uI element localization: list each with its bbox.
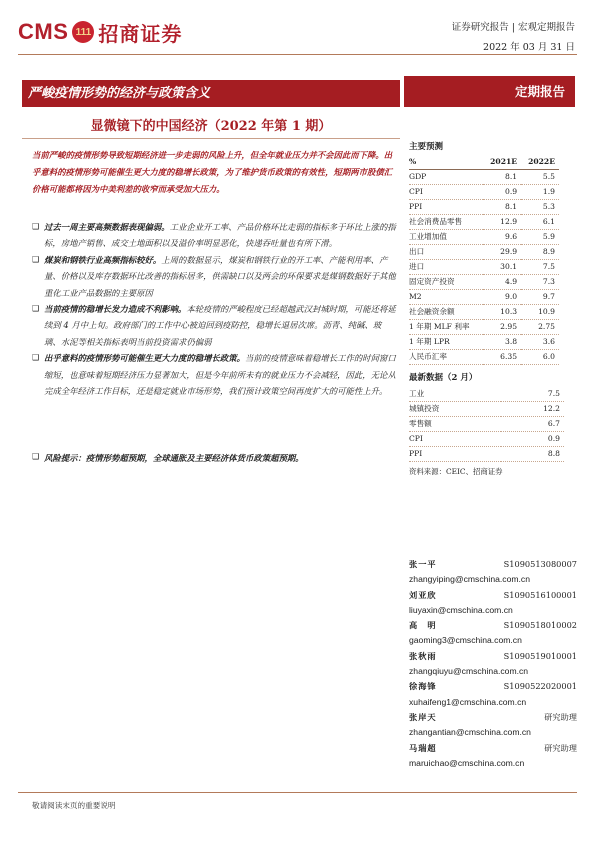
analyst-email: zhangantian@cmschina.com.cn	[409, 727, 531, 738]
checkbox-bullet-icon: ❑	[32, 304, 40, 314]
table-cell: 8.1	[483, 170, 521, 185]
table-cell: 工业增加值	[409, 230, 483, 245]
table-cell: 9.7	[521, 290, 559, 305]
table-cell: 1 年期 LPR	[409, 335, 483, 350]
analyst-id: S1090513080007	[503, 559, 577, 569]
table-row	[409, 335, 559, 350]
company-logo	[18, 14, 218, 50]
analyst-email: xuhaifeng1@cmschina.com.cn	[409, 696, 527, 707]
table-cell: 固定资产投资	[409, 275, 483, 290]
bullet-lead: 当前疫情的稳增长发力造成不利影响。	[44, 304, 187, 315]
analyst-id: S1090518010002	[503, 620, 577, 631]
table-cell: 12.2	[501, 402, 564, 417]
list-item	[32, 219, 396, 252]
table-row	[409, 200, 559, 215]
checkbox-bullet-icon: ❑	[32, 222, 40, 231]
table-cell: CPI	[409, 185, 483, 200]
table-row	[409, 245, 559, 260]
header-meta	[452, 18, 575, 58]
analyst-id: S1090516100001	[503, 589, 577, 600]
table-cell: 5.3	[521, 200, 559, 215]
analyst-email: liuyaxin@cmschina.com.cn	[409, 604, 513, 615]
table-cell: 社会融资余额	[409, 305, 483, 320]
table-cell: 3.6	[521, 335, 559, 350]
table-header-row	[409, 155, 559, 170]
table-cell: CPI	[409, 432, 501, 447]
footer-divider	[18, 792, 577, 793]
analyst-email: zhangyiping@cmschina.com.cn	[409, 574, 530, 585]
table-cell: 2.75	[521, 320, 559, 335]
analyst-row	[409, 557, 577, 572]
table-cell: 6.35	[483, 350, 521, 365]
table-cell: 人民币汇率	[409, 350, 483, 365]
analyst-name: 张一平	[409, 559, 437, 569]
logo-text-latin: CMS	[18, 19, 69, 44]
table-row	[409, 402, 564, 417]
bullet-body: 当前的疫情意味着稳增长工作的时间窗口缩短，也意味着短期经济压力显著加大，但是今年前所未有的就业压力不会减轻，因此，无论从完成全年经济工作目标，还是稳定就业市场形势，我们预计政策空间再度扩大的可能性上升。	[44, 353, 396, 397]
table-cell: 城镇投资	[409, 402, 501, 417]
table-cell: 零售额	[409, 417, 501, 432]
bullet-lead: 煤炭和钢铁行业高频指标较好。	[44, 254, 162, 265]
table-row	[409, 350, 559, 365]
logo-badge-icon: 111	[72, 21, 94, 43]
report-date: 2022 年 03 月 31 日	[483, 42, 575, 53]
checkbox-bullet-icon: ❑	[32, 353, 40, 363]
report-title-bar: 严峻疫情形势的经济与政策含义	[22, 80, 400, 107]
table-cell: 3.8	[483, 335, 521, 350]
table-cell: 8.8	[501, 447, 564, 462]
forecast-title: 主要预测	[409, 142, 444, 152]
analyst-list	[409, 557, 577, 771]
table-row	[409, 260, 559, 275]
table-header-cell: %	[409, 155, 483, 170]
table-cell: 5.9	[521, 230, 559, 245]
table-cell: 2.95	[483, 320, 521, 335]
table-cell: 10.3	[483, 305, 521, 320]
table-row	[409, 387, 564, 402]
latest-title: 最新数据（2 月）	[409, 373, 478, 383]
table-cell: M2	[409, 290, 483, 305]
table-row	[409, 275, 559, 290]
table-cell: 出口	[409, 245, 483, 260]
table-row	[409, 185, 559, 200]
table-cell: 4.9	[483, 275, 521, 290]
table-cell: PPI	[409, 200, 483, 215]
analyst-name: 刘亚欣	[409, 589, 437, 600]
table-cell: PPI	[409, 447, 501, 462]
latest-data-table	[409, 387, 564, 462]
table-cell: 29.9	[483, 245, 521, 260]
table-cell: 8.9	[521, 245, 559, 260]
table-header-cell: 2021E	[483, 155, 521, 170]
table-cell: 9.6	[483, 230, 521, 245]
table-row	[409, 320, 559, 335]
analyst-name: 张秋雨	[409, 650, 437, 661]
table-cell: 7.5	[521, 260, 559, 275]
sidebar-forecasts	[409, 140, 575, 477]
table-row	[409, 215, 559, 230]
bullet-lead: 出乎意料的疫情形势可能催生更大力度的稳增长政策。	[44, 353, 245, 364]
table-cell: 8.1	[483, 200, 521, 215]
table-header-cell: 2022E	[521, 155, 559, 170]
analyst-email: maruichao@cmschina.com.cn	[409, 757, 525, 768]
key-points-list	[32, 219, 396, 399]
bullet-body: 本轮疫情的严峻程度已经超越武汉封城时期，可能还将延续到 4 月中上旬。政府部门的工作中心被迫回到疫防控，稳增长退居次席。沥青、纯碱、玻璃、水泥等相关指标表明当前投资需求仍偏弱	[44, 304, 396, 347]
table-cell: 5.5	[521, 170, 559, 185]
table-cell: GDP	[409, 170, 483, 185]
table-cell: 6.1	[521, 215, 559, 230]
header-divider	[18, 54, 577, 55]
subtitle-divider	[22, 138, 400, 139]
analyst-name: 马瑞超	[409, 742, 437, 753]
analyst-row	[409, 649, 577, 664]
footer-disclaimer: 敬请阅读末页的重要说明	[32, 801, 116, 810]
list-item	[32, 252, 396, 301]
table-cell: 7.3	[521, 275, 559, 290]
analyst-row	[409, 588, 577, 603]
table-cell: 1 年期 MLF 利率	[409, 320, 483, 335]
analyst-id: S1090519010001	[503, 650, 577, 661]
table-cell: 30.1	[483, 260, 521, 275]
summary-paragraph: 当前严峻的疫情形势导致短期经济进一步走弱的风险上升，但全年就业压力并不会因此而下降。出乎意料的疫情形势可能催生更大力度的稳增长政策，为了维护货币政策的有效性，短期两市股债汇价格可能都将因为中美利差的收窄而承受加大压力。	[32, 150, 393, 194]
table-cell: 1.9	[521, 185, 559, 200]
analyst-row	[409, 710, 577, 725]
list-item	[32, 350, 396, 399]
risk-text: 疫情形势超预期，全球通胀及主要经济体货币政策超预期。	[85, 453, 304, 463]
table-row	[409, 230, 559, 245]
bullet-lead: 过去一周主要高频数据表现偏弱。	[44, 222, 170, 232]
table-cell: 进口	[409, 260, 483, 275]
table-row	[409, 305, 559, 320]
table-cell: 工业	[409, 387, 501, 402]
analyst-id: 研究助理	[544, 742, 577, 753]
table-row	[409, 432, 564, 447]
table-cell: 0.9	[483, 185, 521, 200]
forecast-table	[409, 155, 559, 365]
report-type: 证券研究报告 | 宏观定期报告	[451, 22, 575, 33]
table-row	[409, 170, 559, 185]
data-source: 资料来源：CEIC、招商证券	[409, 467, 503, 476]
analyst-email: gaoming3@cmschina.com.cn	[409, 635, 522, 646]
table-cell: 6.7	[501, 417, 564, 432]
analyst-id: S1090522020001	[503, 681, 577, 692]
logo-text-cn: 招商证券	[98, 21, 183, 46]
bullet-body: 工业企业开工率、产品价格环比走弱的指标多于环比上涨的指标，房地产销售、成交土地面积以及溢价率明显恶化，快递吞吐量也有所下滑。	[44, 222, 396, 249]
table-cell: 10.9	[521, 305, 559, 320]
table-cell: 社会消费品零售	[409, 215, 483, 230]
analyst-name: 高 明	[409, 620, 437, 631]
report-tag: 定期报告	[404, 76, 575, 107]
analyst-row	[409, 741, 577, 756]
analyst-email: zhangqiuyu@cmschina.com.cn	[409, 666, 529, 677]
list-item	[32, 301, 396, 350]
checkbox-bullet-icon: ❑	[32, 452, 40, 461]
analyst-id: 研究助理	[544, 711, 577, 722]
analyst-name: 张岸天	[409, 711, 437, 722]
table-cell: 7.5	[501, 387, 564, 402]
report-subtitle: 显微镜下的中国经济（2022 年第 1 期）	[90, 119, 332, 134]
table-row	[409, 447, 564, 462]
table-cell: 6.0	[521, 350, 559, 365]
table-cell: 0.9	[501, 432, 564, 447]
analyst-row	[409, 618, 577, 633]
checkbox-bullet-icon: ❑	[32, 254, 40, 264]
table-row	[409, 290, 559, 305]
analyst-row	[409, 679, 577, 694]
table-row	[409, 417, 564, 432]
table-cell: 12.9	[483, 215, 521, 230]
analyst-name: 徐海锋	[409, 681, 437, 692]
risk-label: 风险提示：	[44, 453, 86, 463]
risk-warning	[32, 452, 396, 464]
bullet-body: 上周的数据显示，煤炭和钢铁行业的开工率、产能利用率、产量、价格以及库存数据环比改善的指标居多，供需缺口以及两会的环保要求是煤钢数据好于其他重化工业产品数据的主要原因	[44, 254, 396, 298]
table-cell: 9.0	[483, 290, 521, 305]
